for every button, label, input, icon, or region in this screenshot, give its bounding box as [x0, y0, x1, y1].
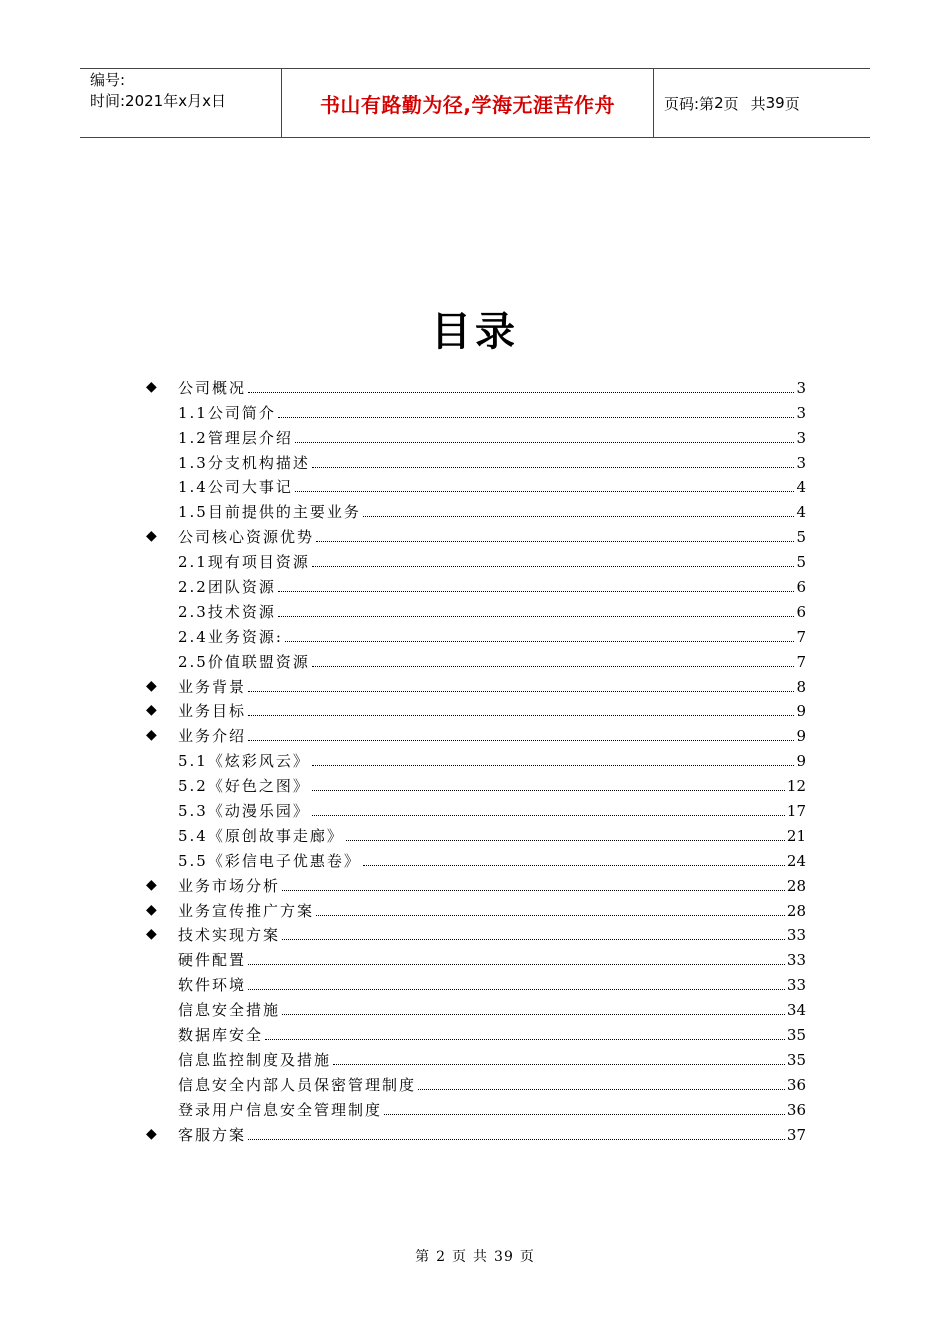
toc-entry-label: 信息安全内部人员保密管理制度 [178, 1075, 417, 1094]
toc-dot-leader [248, 1139, 785, 1140]
header-page-current: 2 [714, 94, 724, 112]
toc-entry-page: 35 [786, 1026, 806, 1045]
toc-entry[interactable] [146, 422, 806, 447]
toc-dot-leader [278, 591, 795, 592]
toc-entry-label: 1.3分支机构描述 [178, 453, 310, 472]
toc-entry-page: 28 [786, 901, 806, 920]
toc-entry[interactable] [146, 1119, 806, 1144]
header-page-total: 39 [765, 94, 785, 112]
table-of-contents [146, 372, 806, 1144]
toc-entry-label: 硬件配置 [178, 951, 247, 970]
toc-dot-leader [363, 865, 785, 866]
toc-entry[interactable] [146, 546, 806, 571]
header-motto: 书山有路勤为径,学海无涯苦作舟 [282, 69, 654, 137]
toc-entry-label: 2.3技术资源 [178, 602, 276, 621]
toc-entry-page: 34 [786, 1001, 806, 1020]
footer-prefix: 第 [415, 1249, 431, 1265]
toc-entry-page: 5 [796, 553, 806, 572]
toc-dot-leader [384, 1114, 785, 1115]
toc-entry[interactable] [146, 571, 806, 596]
header-page-total-label: 共 [750, 94, 766, 113]
toc-entry-label: 2.2团队资源 [178, 578, 276, 597]
toc-dot-leader [248, 392, 794, 393]
header-meta [80, 69, 282, 137]
diamond-bullet-icon: ◆ [146, 1125, 157, 1142]
toc-entry-label: 2.4业务资源: [178, 627, 283, 646]
toc-entry-page: 9 [796, 702, 806, 721]
toc-dot-leader [418, 1089, 785, 1090]
header-page-label: 页码:第 [664, 94, 715, 113]
toc-entry[interactable] [146, 720, 806, 745]
toc-entry-page: 33 [786, 976, 806, 995]
toc-entry[interactable] [146, 596, 806, 621]
toc-entry-label: 公司概况 [178, 378, 247, 397]
toc-entry-page: 8 [796, 677, 806, 696]
toc-entry-label: 业务宣传推广方案 [178, 901, 315, 920]
toc-entry-page: 24 [786, 851, 806, 870]
toc-dot-leader [248, 691, 794, 692]
toc-entry-label: 软件环境 [178, 976, 247, 995]
toc-entry-page: 6 [796, 578, 806, 597]
diamond-bullet-icon: ◆ [146, 876, 157, 893]
toc-entry-page: 7 [796, 652, 806, 671]
toc-dot-leader [248, 715, 794, 716]
toc-entry[interactable] [146, 1019, 806, 1044]
toc-entry-label: 业务介绍 [178, 727, 247, 746]
toc-entry-label: 信息监控制度及措施 [178, 1050, 332, 1069]
toc-entry[interactable] [146, 671, 806, 696]
toc-entry-label: 2.5价值联盟资源 [178, 652, 310, 671]
toc-entry-label: 2.1现有项目资源 [178, 553, 310, 572]
toc-entry-page: 3 [796, 428, 806, 447]
toc-dot-leader [295, 491, 795, 492]
toc-dot-leader [316, 541, 794, 542]
toc-entry-page: 4 [796, 503, 806, 522]
toc-dot-leader [295, 442, 795, 443]
toc-entry-page: 35 [786, 1050, 806, 1069]
toc-entry-page: 4 [796, 478, 806, 497]
footer-total-pages: 39 [494, 1249, 514, 1265]
toc-entry-page: 36 [786, 1100, 806, 1119]
toc-entry-label: 公司核心资源优势 [178, 528, 315, 547]
toc-entry[interactable] [146, 397, 806, 422]
toc-dot-leader [312, 666, 795, 667]
toc-dot-leader [278, 417, 795, 418]
toc-entry-page: 37 [786, 1125, 806, 1144]
toc-entry[interactable] [146, 944, 806, 969]
toc-entry-label: 技术实现方案 [178, 926, 281, 945]
toc-entry-label: 5.4《原创故事走廊》 [178, 826, 344, 845]
toc-dot-leader [248, 989, 785, 990]
toc-entry-page: 3 [796, 403, 806, 422]
toc-entry-label: 登录用户信息安全管理制度 [178, 1100, 383, 1119]
page-title: 目录 [431, 309, 519, 355]
toc-entry-page: 28 [786, 876, 806, 895]
diamond-bullet-icon: ◆ [146, 901, 157, 918]
toc-dot-leader [248, 964, 785, 965]
header-page-end: 页 [784, 94, 800, 113]
toc-entry[interactable] [146, 994, 806, 1019]
toc-entry[interactable] [146, 696, 806, 721]
toc-entry-label: 业务目标 [178, 702, 247, 721]
toc-entry-page: 33 [786, 926, 806, 945]
document-time-label: 时间:2021年x月x日 [90, 92, 226, 110]
toc-dot-leader [346, 840, 785, 841]
toc-entry[interactable] [146, 447, 806, 472]
toc-entry-page: 9 [796, 727, 806, 746]
footer-current-page: 2 [436, 1249, 447, 1265]
toc-entry-label: 业务背景 [178, 677, 247, 696]
diamond-bullet-icon: ◆ [146, 677, 157, 694]
toc-entry[interactable] [146, 1069, 806, 1094]
toc-dot-leader [282, 890, 785, 891]
toc-entry-page: 12 [786, 777, 806, 796]
toc-entry-page: 21 [786, 826, 806, 845]
toc-entry-label: 1.4公司大事记 [178, 478, 293, 497]
header-page-mid: 页 [723, 94, 739, 113]
footer-end: 页 [519, 1249, 535, 1265]
document-number-label: 编号: [90, 71, 126, 89]
toc-entry-page: 9 [796, 752, 806, 771]
toc-entry-page: 3 [796, 453, 806, 472]
toc-entry[interactable] [146, 1044, 806, 1069]
toc-entry-label: 业务市场分析 [178, 876, 281, 895]
toc-entry[interactable] [146, 795, 806, 820]
toc-dot-leader [333, 1064, 785, 1065]
toc-entry[interactable] [146, 646, 806, 671]
toc-entry-label: 1.2管理层介绍 [178, 428, 293, 447]
toc-entry-page: 7 [796, 627, 806, 646]
toc-entry[interactable] [146, 621, 806, 646]
toc-entry[interactable] [146, 770, 806, 795]
toc-entry[interactable] [146, 969, 806, 994]
toc-entry-label: 信息安全措施 [178, 1001, 281, 1020]
footer-total-label: 共 [473, 1249, 489, 1265]
toc-entry-label: 数据库安全 [178, 1026, 264, 1045]
toc-dot-leader [248, 740, 794, 741]
toc-entry-page: 17 [786, 802, 806, 821]
toc-dot-leader [312, 566, 795, 567]
toc-entry[interactable] [146, 472, 806, 497]
page-footer [0, 1246, 950, 1266]
diamond-bullet-icon: ◆ [146, 378, 157, 395]
toc-dot-leader [312, 467, 795, 468]
toc-entry-label: 客服方案 [178, 1125, 247, 1144]
diamond-bullet-icon: ◆ [146, 702, 157, 719]
toc-dot-leader [312, 765, 795, 766]
toc-dot-leader [282, 1014, 785, 1015]
toc-entry-page: 3 [796, 378, 806, 397]
diamond-bullet-icon: ◆ [146, 926, 157, 943]
toc-entry-label: 1.5目前提供的主要业务 [178, 503, 361, 522]
toc-dot-leader [312, 790, 785, 791]
toc-dot-leader [265, 1039, 785, 1040]
toc-entry[interactable] [146, 745, 806, 770]
toc-dot-leader [316, 915, 785, 916]
toc-entry[interactable] [146, 895, 806, 920]
toc-dot-leader [363, 516, 795, 517]
diamond-bullet-icon: ◆ [146, 727, 157, 744]
diamond-bullet-icon: ◆ [146, 528, 157, 545]
header-page-info [654, 69, 870, 137]
toc-entry-page: 6 [796, 602, 806, 621]
toc-entry[interactable] [146, 496, 806, 521]
toc-entry-page: 36 [786, 1075, 806, 1094]
toc-entry[interactable] [146, 845, 806, 870]
toc-entry-label: 5.5《彩信电子优惠卷》 [178, 851, 361, 870]
toc-dot-leader [282, 939, 785, 940]
page-header [80, 68, 870, 138]
toc-dot-leader [278, 616, 795, 617]
toc-dot-leader [285, 641, 795, 642]
toc-entry[interactable] [146, 372, 806, 397]
footer-mid: 页 [452, 1249, 468, 1265]
toc-entry[interactable] [146, 820, 806, 845]
toc-entry[interactable] [146, 1094, 806, 1119]
toc-entry-page: 5 [796, 528, 806, 547]
toc-dot-leader [312, 815, 785, 816]
toc-entry[interactable] [146, 521, 806, 546]
toc-entry-page: 33 [786, 951, 806, 970]
toc-entry-label: 1.1公司简介 [178, 403, 276, 422]
toc-entry[interactable] [146, 870, 806, 895]
toc-entry-label: 5.1《炫彩风云》 [178, 752, 310, 771]
toc-entry-label: 5.2《好色之图》 [178, 777, 310, 796]
toc-entry-label: 5.3《动漫乐园》 [178, 802, 310, 821]
toc-entry[interactable] [146, 920, 806, 945]
